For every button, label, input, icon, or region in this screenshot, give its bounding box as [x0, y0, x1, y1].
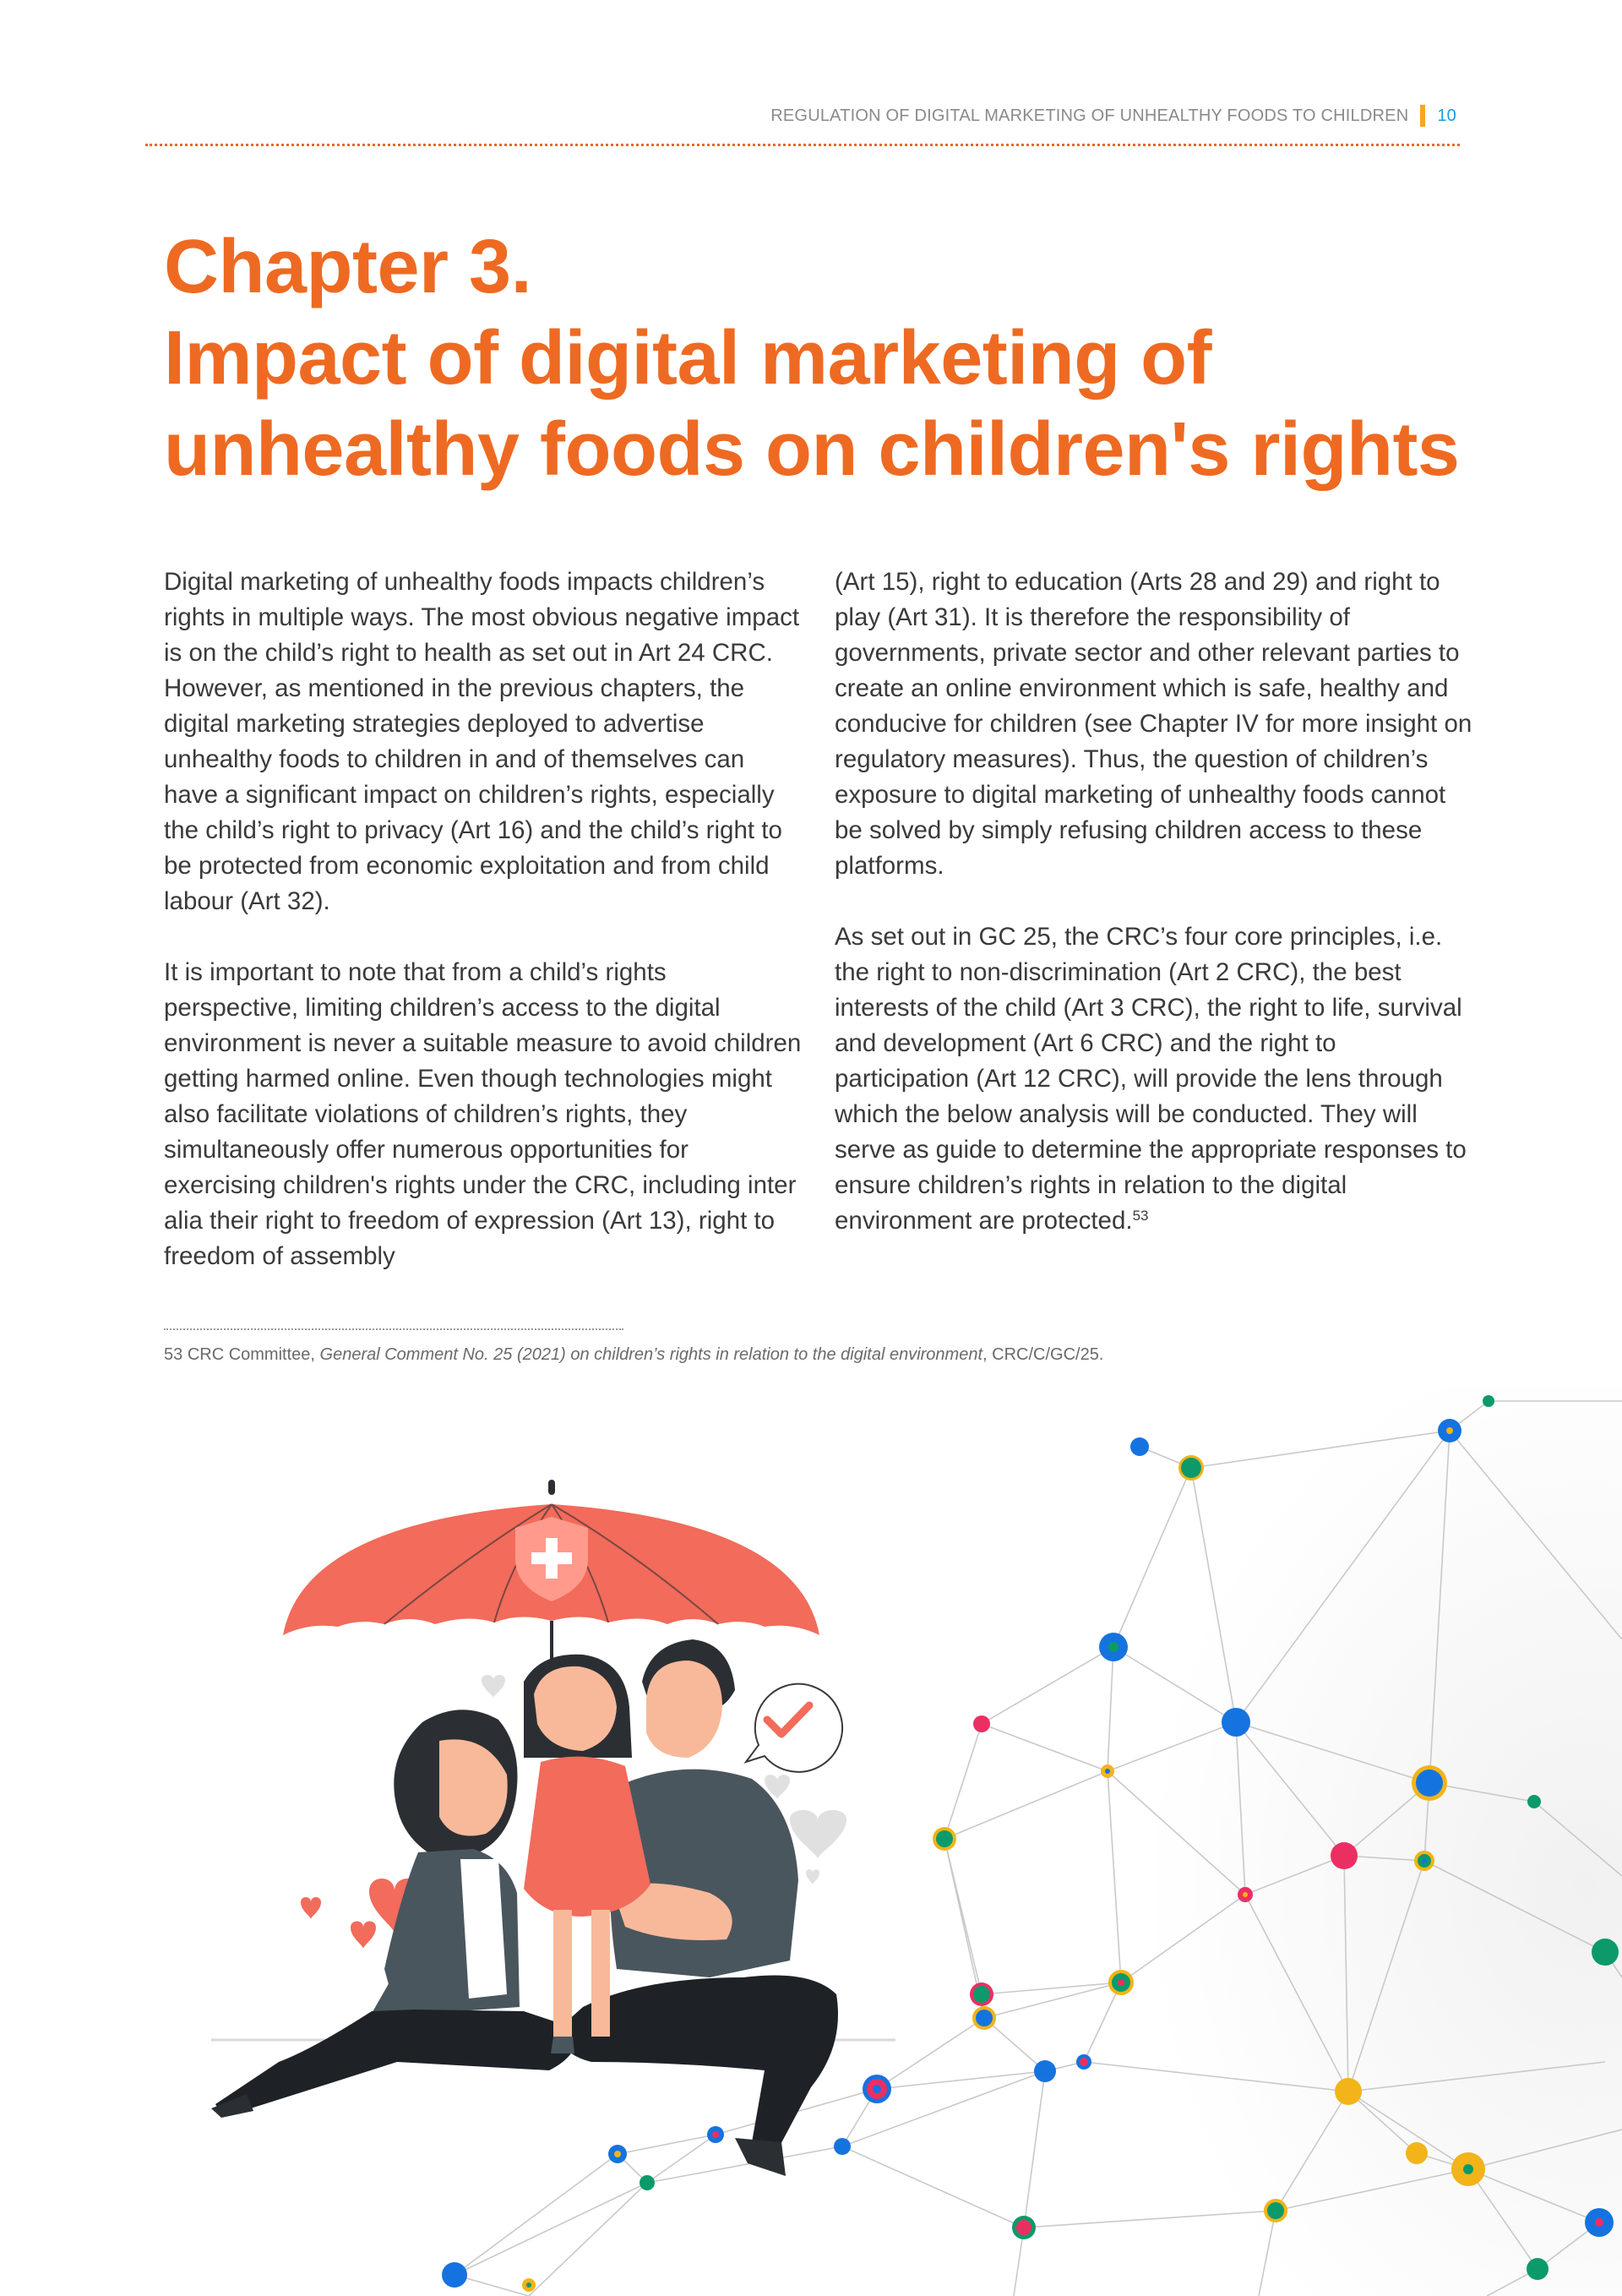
- checkmark-bubble-icon: [746, 1684, 842, 1772]
- chapter-title-line-2: Impact of digital marketing of: [164, 316, 1212, 401]
- paragraph: It is important to note that from a child’s rights perspective, limiting children’s access to the digital environment is never a suitable measure to avoid children getting harmed online. Even though technologies might also facilitate violations of children’s rights, they simultaneously offer numerous opportunities for exercising children's rights under the CRC, including inter alia their right to freedom of expression (Art 13), right to freedom of assembly: [164, 958, 802, 1270]
- footnote: [164, 1345, 1431, 1365]
- footnote-divider: [164, 1328, 623, 1330]
- chapter-title-line-1: Chapter 3.: [164, 225, 532, 309]
- running-header: [770, 105, 1456, 127]
- left-column: [164, 564, 803, 1274]
- paragraph-with-footnote: [835, 919, 1473, 1239]
- body-columns: [164, 564, 1473, 1274]
- network-background: [887, 1386, 1622, 2296]
- footnote-lead: CRC Committee,: [187, 1345, 315, 1364]
- family-network-illustration: [0, 1386, 1622, 2296]
- footnote-tail: , CRC/C/GC/25.: [982, 1345, 1104, 1364]
- page-number: 10: [1437, 106, 1456, 125]
- footnote-title: General Comment No. 25 (2021) on children’s rights in relation to the digital environment: [319, 1345, 983, 1364]
- paragraph: Digital marketing of unhealthy foods impacts children’s rights in multiple ways. The most obvious negative impact is on the child’s right to health as set out in Art 24 CRC. However, as mentioned in the previous chapters, the digital marketing strategies deployed to advertise unhealthy foods to children in and of themselves can have a significant impact on children’s rights, especially the child’s right to privacy (Art 16) and the child’s right to be protected from economic exploitation and from child labour (Art 32).: [164, 568, 800, 915]
- paragraph: (Art 15), right to education (Arts 28 and 29) and right to play (Art 31). It is therefore the responsibility of governments, private sector and other relevant parties to create an online environment which is safe, healthy and conducive for children (see Chapter IV for more insight on regulatory measures). Thus, the question of children’s exposure to digital marketing of unhealthy foods cannot be solved by simply refusing children access to these platforms.: [835, 568, 1472, 880]
- header-accent-bar: [1420, 105, 1425, 127]
- footnote-reference[interactable]: 53: [1132, 1208, 1149, 1224]
- paragraph-text: As set out in GC 25, the CRC’s four core principles, i.e. the right to non-discrimination (Art 2 CRC), the best interests of the child (Art 3 CRC), the right to life, survival and development (Art 6 CRC) and the right to participation (Art 12 CRC), will provide the lens through which the below analysis will be conducted. They will serve as guide to determine the appropriate responses to ensure children’s rights in relation to the digital environment are protected.: [835, 923, 1467, 1235]
- right-column: [835, 564, 1473, 1274]
- chapter-title: [164, 221, 1558, 495]
- footnote-number: 53: [164, 1345, 183, 1364]
- header-dotted-rule: [145, 144, 1460, 146]
- running-title: REGULATION OF DIGITAL MARKETING OF UNHEALTHY FOODS TO CHILDREN: [770, 106, 1409, 125]
- chapter-title-line-3: unhealthy foods on children's rights: [164, 407, 1460, 492]
